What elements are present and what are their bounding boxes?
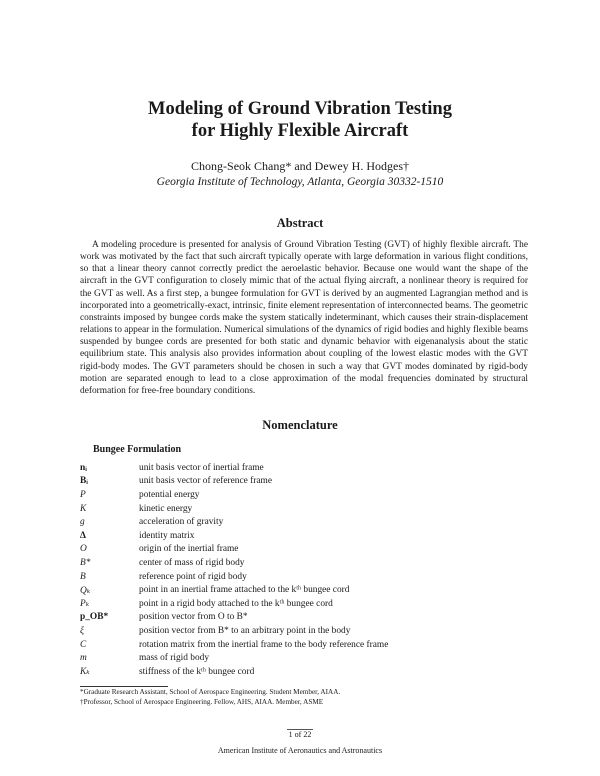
- nomenclature-description: mass of rigid body: [139, 653, 210, 664]
- nomenclature-row: [80, 651, 540, 665]
- nomenclature-symbol: p_OB*: [80, 612, 109, 623]
- nomenclature-row: [80, 515, 540, 529]
- nomenclature-description: position vector from O to B*: [139, 612, 248, 623]
- footer: American Institute of Aeronautics and Astronautics: [217, 746, 383, 755]
- nomenclature-description: stiffness of the kᵗʰ bungee cord: [139, 666, 255, 677]
- nomenclature-symbol: ξ: [80, 625, 85, 636]
- nomenclature-row: [80, 556, 540, 570]
- nomenclature-description: rotation matrix from the inertial frame to the body reference frame: [139, 639, 389, 650]
- nomenclature-symbol: P: [80, 489, 86, 500]
- nomenclature-symbol: C: [80, 639, 87, 650]
- nomenclature-symbol: K: [80, 503, 87, 514]
- nomenclature-row: [80, 570, 540, 584]
- nomenclature-row: [80, 488, 540, 502]
- nomenclature-symbol: m: [80, 653, 87, 664]
- nomenclature-symbol: O: [80, 544, 87, 555]
- nomenclature-description: identity matrix: [139, 530, 195, 541]
- nomenclature-symbol: Qₖ: [80, 585, 91, 596]
- nomenclature-description: unit basis vector of inertial frame: [139, 462, 264, 473]
- nomenclature-row: [80, 624, 540, 638]
- nomenclature-description: reference point of rigid body: [139, 571, 247, 582]
- footnote-rule: [80, 686, 168, 687]
- footnote-2: †Professor, School of Aerospace Engineering. Fellow, AHS, AIAA. Member, ASME: [80, 698, 324, 706]
- affiliation: Georgia Institute of Technology, Atlanta, Georgia 30332-1510: [156, 176, 444, 188]
- nomenclature-list: [80, 461, 540, 679]
- nomenclature-description: potential energy: [139, 489, 200, 500]
- page-number: 1 of 22: [288, 730, 312, 739]
- nomenclature-row: [80, 543, 540, 557]
- nomenclature-symbol: Bᵢ: [80, 476, 88, 487]
- authors: Chong-Seok Chang* and Dewey H. Hodges†: [191, 159, 409, 173]
- nomenclature-symbol: nᵢ: [80, 462, 87, 473]
- nomenclature-symbol: B*: [80, 557, 91, 568]
- nomenclature-row: [80, 461, 540, 475]
- nomenclature-description: position vector from B* to an arbitrary point in the body: [139, 625, 351, 636]
- nomenclature-row: [80, 638, 540, 652]
- nomenclature-description: point in a rigid body attached to the kᵗʰ bungee cord: [139, 598, 333, 609]
- title-line-1: Modeling of Ground Vibration Testing: [148, 99, 452, 119]
- nomenclature-symbol: Δ: [80, 530, 86, 541]
- abstract-text: A modeling procedure is presented for analysis of Ground Vibration Testing (GVT) of highly flexible aircraft. The work was motivated by the fact that such aircraft typically operate with large deformation in various flight conditions, so that a linear theory cannot correctly predict the aeroelastic behavior. Because one would want the shape of the aircraft in the GVT configuration to closely mimic that of the actual flying aircraft, a nonlinear theory is required for the GVT as well. As a first step, a bungee formulation for GVT is derived by an augmented Lagrangian method and is incorporated into a geometrically-exact, intrinsic, finite element representation of interconnected beams. The geometric constraints imposed by bungee cords make the system statically indeterminant, which causes their strain-displacement relations to appear in the formulation. Numerical simulations of the dynamics of rigid bodies and highly flexible beams suspended by bungee cords are presented for both static and dynamic behavior with eigenanalysis about the static equilibrium state. This analysis also provides information about coupling of the lowest elastic modes with the GVT rigid-body modes. The GVT parameters should be chosen in such a way that GVT modes dominated by rigid-body motion are separated enough to lead to a close approximation of the modal frequencies dominated by structural deformation for free-free boundary conditions.: [80, 240, 528, 396]
- nomenclature-row: [80, 475, 540, 489]
- nomenclature-description: acceleration of gravity: [139, 517, 224, 528]
- footnote-1: *Graduate Research Assistant, School of Aerospace Engineering. Student Member, AIAA.: [80, 688, 341, 696]
- nomenclature-row: [80, 665, 540, 679]
- nomenclature-row: [80, 502, 540, 516]
- nomenclature-row: [80, 529, 540, 543]
- nomenclature-description: point in an inertial frame attached to the kᵗʰ bungee cord: [139, 585, 350, 596]
- nomenclature-heading: Nomenclature: [262, 418, 338, 432]
- subsection-heading: Bungee Formulation: [93, 444, 182, 455]
- nomenclature-row: [80, 611, 540, 625]
- nomenclature-symbol: B: [80, 571, 86, 582]
- abstract-heading: Abstract: [276, 216, 324, 230]
- nomenclature-symbol: Kₖ: [80, 667, 90, 678]
- nomenclature-description: origin of the inertial frame: [139, 544, 239, 555]
- title-line-2: for Highly Flexible Aircraft: [191, 121, 409, 141]
- nomenclature-symbol: g: [80, 517, 85, 528]
- nomenclature-row: [80, 597, 540, 611]
- nomenclature-description: center of mass of rigid body: [139, 557, 245, 568]
- nomenclature-description: kinetic energy: [139, 503, 193, 514]
- page-number-wrap: [0, 729, 600, 739]
- nomenclature-row: [80, 583, 540, 597]
- nomenclature-description: unit basis vector of reference frame: [139, 476, 273, 487]
- nomenclature-symbol: Pₖ: [80, 599, 90, 610]
